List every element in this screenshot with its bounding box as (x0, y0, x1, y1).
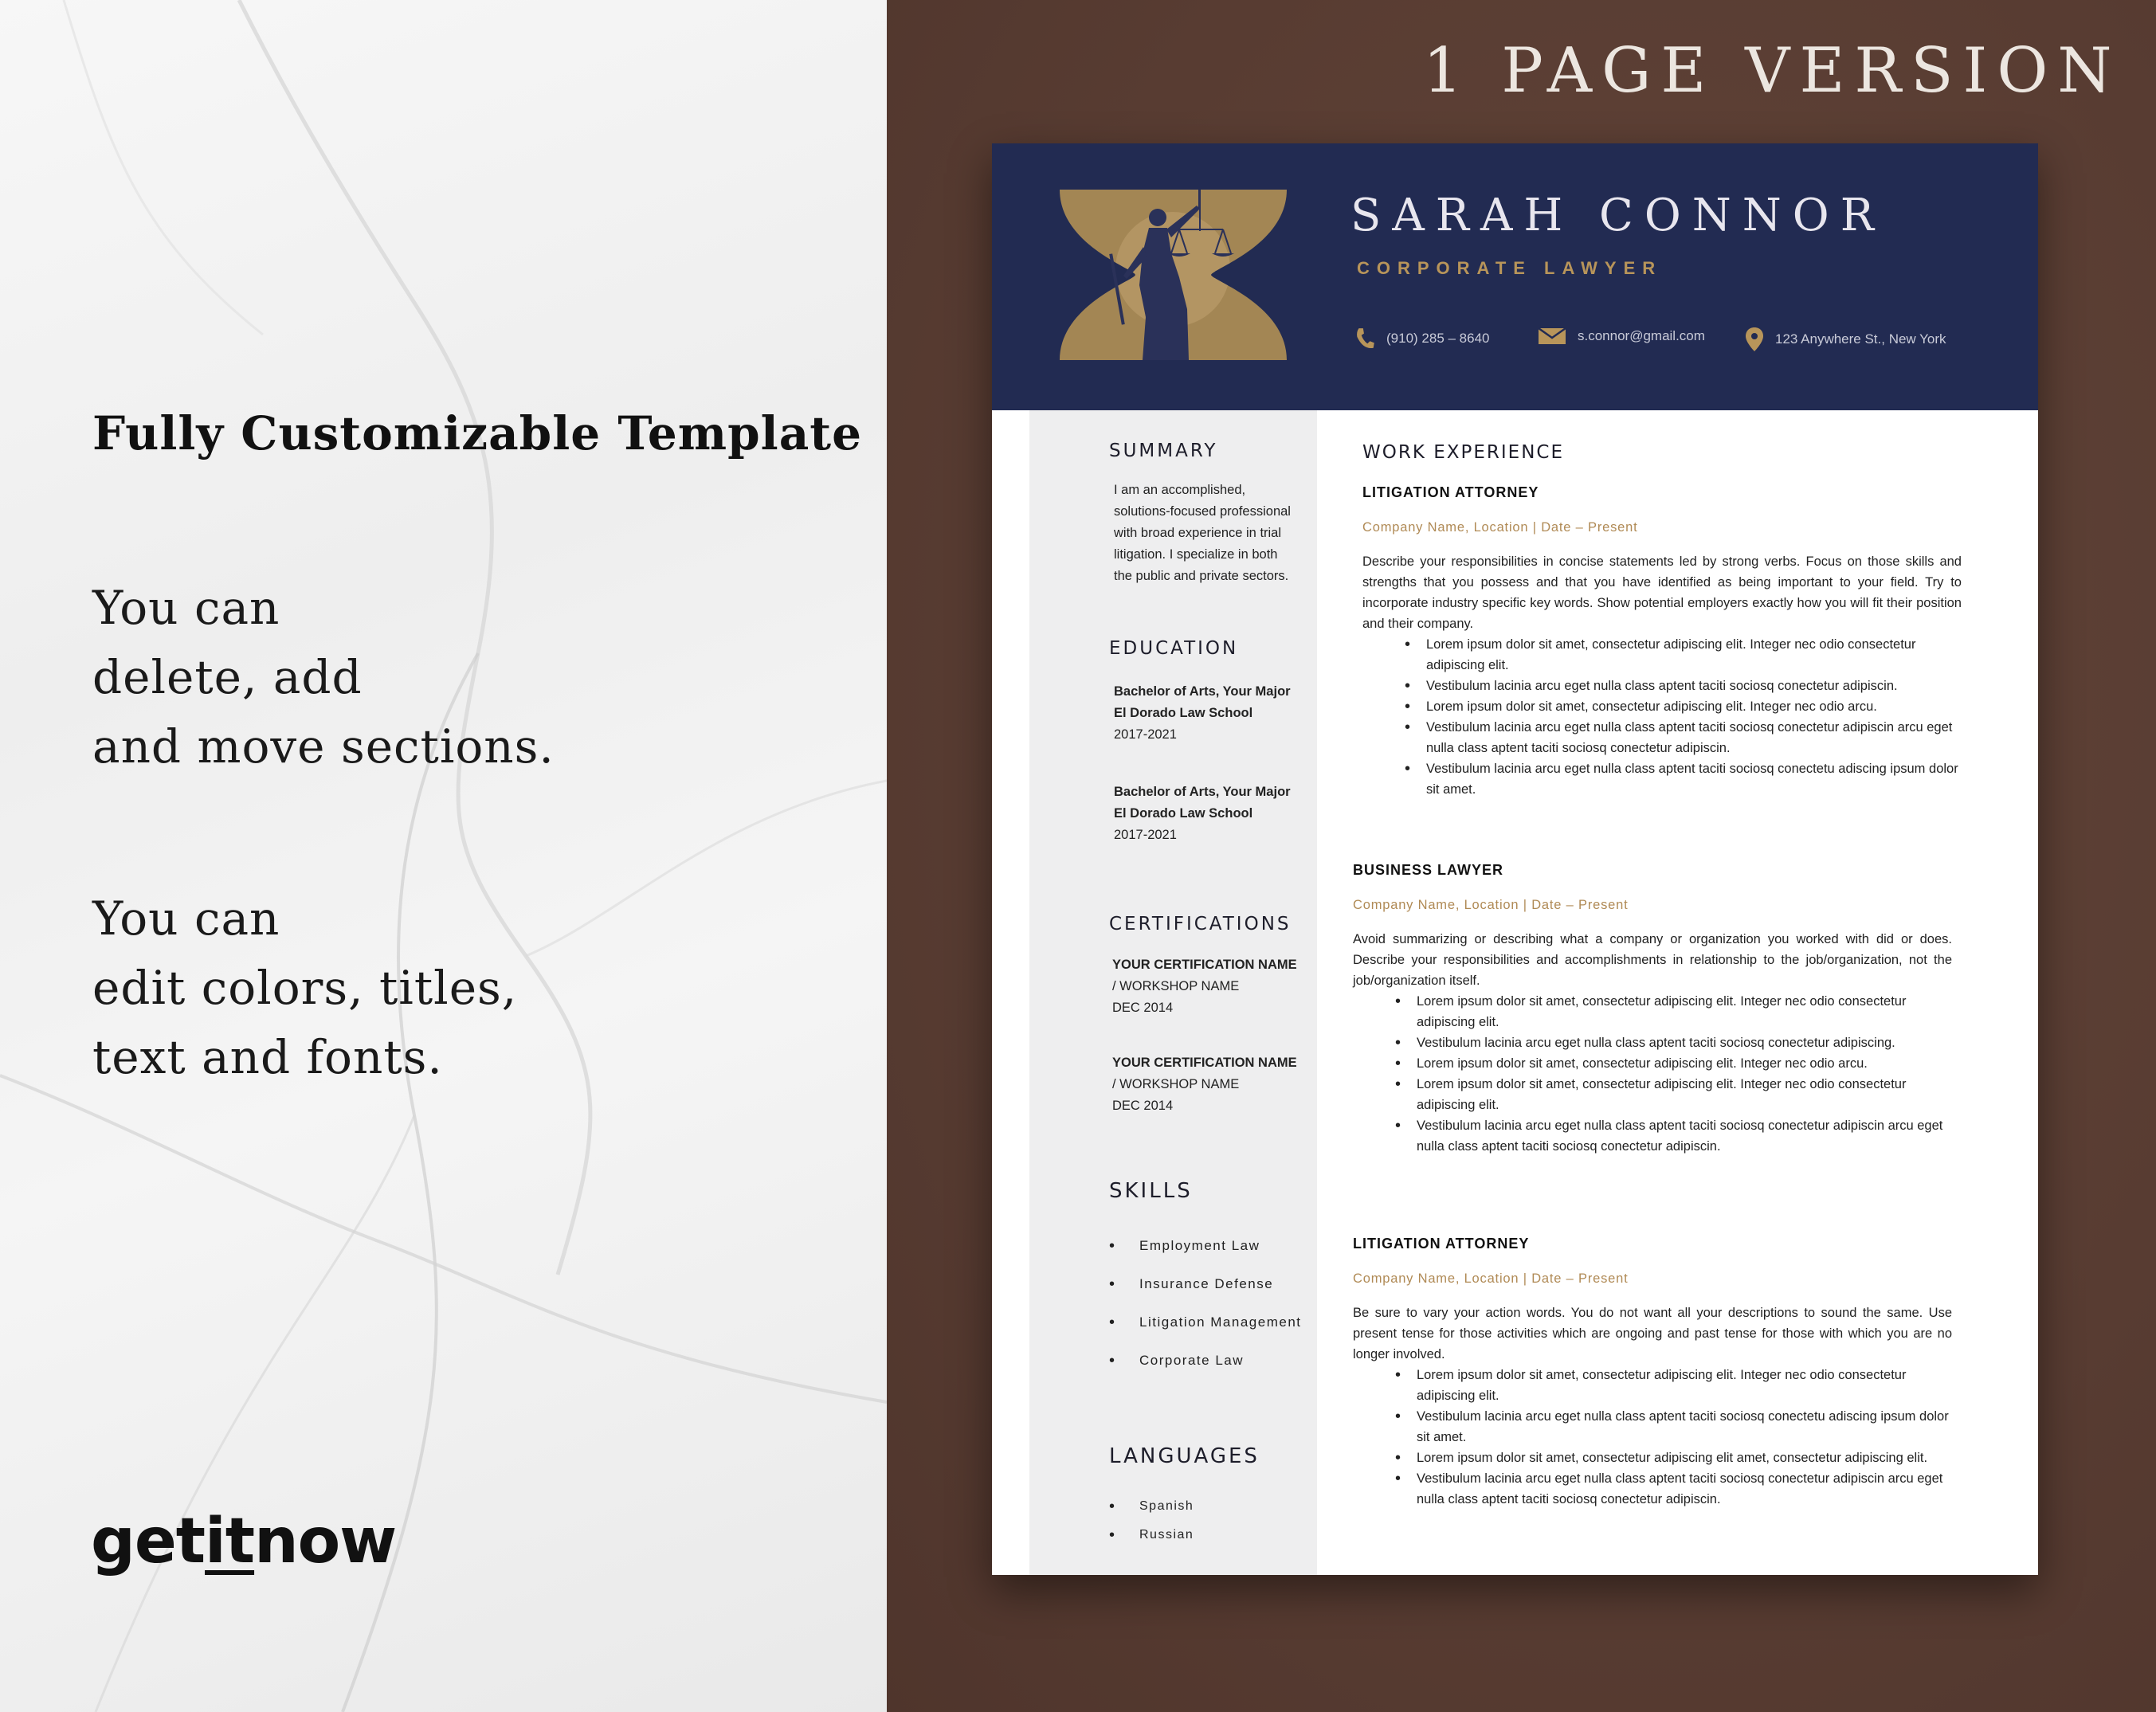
education-years: 2017-2021 (1114, 727, 1177, 742)
certification-workshop: / WORKSHOP NAME (1112, 979, 1240, 993)
phone-icon (1354, 327, 1375, 351)
summary-heading: SUMMARY (1109, 441, 1218, 461)
resume-sheet (992, 143, 2038, 1575)
skills-list (1109, 1227, 1302, 1380)
job-meta: Company Name, Location | Date – Present (1353, 1271, 1629, 1286)
summary-line: the public and private sectors. (1114, 569, 1289, 583)
job-title: LITIGATION ATTORNEY (1353, 1236, 1530, 1252)
job-entry (1353, 1236, 1982, 1510)
promo-title: Fully Customizable Template (92, 406, 862, 460)
location-pin-icon (1745, 327, 1764, 352)
certification-name: YOUR CERTIFICATION NAME (1112, 958, 1297, 972)
job-bullets (1353, 991, 1952, 1157)
job-bullet: • Vestibulum lacinia arcu eget nulla class aptent taciti sociosq conectetur adipiscin arcu eget nulla class aptent taciti sociosq conectetur adipiscin. (1353, 1115, 1952, 1157)
job-bullet: • Vestibulum lacinia arcu eget nulla class aptent taciti sociosq conectetur adipiscing. (1353, 1032, 1952, 1053)
job-title: LITIGATION ATTORNEY (1362, 484, 1539, 500)
languages-heading: LANGUAGES (1109, 1444, 1260, 1468)
education-degree: Bachelor of Arts, Your Major (1114, 684, 1291, 699)
job-bullet: • Lorem ipsum dolor sit amet, consectetur adipiscing elit amet, consectetur adipiscing elit. (1353, 1448, 1952, 1468)
job-entry (1362, 484, 1992, 800)
job-bullet: • Lorem ipsum dolor sit amet, consectetur adipiscing elit. Integer nec odio consectetur adipiscing elit. (1353, 1365, 1952, 1406)
job-bullet: • Lorem ipsum dolor sit amet, consectetur adipiscing elit. Integer nec odio consectetur adipiscing elit. (1353, 1074, 1952, 1115)
languages-list (1109, 1492, 1194, 1549)
brand-pre: get (91, 1506, 206, 1577)
job-bullets (1362, 634, 1962, 800)
promo-line: You can (92, 891, 280, 946)
contact-email-text: s.connor@gmail.com (1578, 328, 1705, 343)
job-meta: Company Name, Location | Date – Present (1353, 898, 1629, 912)
contact-phone-text: (910) 285 – 8640 (1386, 331, 1490, 346)
job-bullet: • Vestibulum lacinia arcu eget nulla class aptent taciti sociosq conectetu adiscing ipsum dolor sit amet. (1362, 758, 1962, 800)
summary-line: I am an accomplished, (1114, 483, 1246, 497)
job-entry (1353, 862, 1982, 1157)
envelope-icon (1538, 327, 1566, 346)
education-heading: EDUCATION (1109, 638, 1239, 659)
lady-justice-icon (1060, 190, 1287, 360)
certification-item (1112, 954, 1297, 1019)
job-meta: Company Name, Location | Date – Present (1362, 520, 1638, 535)
education-school: El Dorado Law School (1114, 806, 1253, 821)
education-degree: Bachelor of Arts, Your Major (1114, 785, 1291, 799)
promo-block-sections (92, 574, 555, 782)
certification-date: DEC 2014 (1112, 1099, 1174, 1113)
job-bullets (1353, 1365, 1952, 1510)
job-description: Describe your responsibilities in concise statements led by strong verbs. Focus on those skills and strengths that you possess and that you have identified as being important to your field. Try to incorporate industry specific key words. Show potential employers exactly how you will fit their position and their company. (1362, 554, 1962, 631)
brand-logo (91, 1506, 396, 1577)
job-description: Be sure to vary your action words. You do not want all your descriptions to sound the same. Use present tense for those activities which are ongoing and past tense for those with which you are no longer involved. (1353, 1306, 1952, 1361)
job-bullet: • Vestibulum lacinia arcu eget nulla class aptent taciti sociosq conectetur adipiscin arcu eget nulla class aptent taciti sociosq conectetur adipiscin. (1362, 717, 1962, 758)
summary-text (1114, 480, 1291, 587)
promo-block-colors (92, 884, 517, 1092)
contact-email (1538, 327, 1705, 346)
resume-header (992, 143, 2038, 410)
contact-address (1745, 327, 1946, 352)
job-title: BUSINESS LAWYER (1353, 862, 1504, 878)
skills-heading: SKILLS (1109, 1179, 1193, 1203)
contact-address-text: 123 Anywhere St., New York (1775, 331, 1946, 347)
promo-line: and move sections. (92, 719, 555, 774)
resume-sidebar (1029, 410, 1317, 1575)
certification-workshop: / WORKSHOP NAME (1112, 1077, 1240, 1091)
certifications-heading: CERTIFICATIONS (1109, 914, 1292, 934)
language-item: • Spanish (1109, 1492, 1194, 1521)
summary-line: solutions-focused professional (1114, 504, 1291, 519)
job-bullet: • Lorem ipsum dolor sit amet, consectetur adipiscing elit. Integer nec odio arcu. (1353, 1053, 1952, 1074)
marble-texture (0, 0, 887, 1712)
resume-name: SARAH CONNOR (1350, 190, 1885, 241)
skill-item: • Litigation Management (1109, 1303, 1302, 1342)
promo-line: You can (92, 581, 280, 635)
promo-line: text and fonts. (92, 1030, 443, 1084)
education-years: 2017-2021 (1114, 828, 1177, 842)
job-bullet: • Lorem ipsum dolor sit amet, consectetur adipiscing elit. Integer nec odio consectetur adipiscing elit. (1362, 634, 1962, 676)
brand-mid: it (205, 1506, 255, 1577)
skill-item: • Employment Law (1109, 1227, 1302, 1265)
job-bullet: • Vestibulum lacinia arcu eget nulla class aptent taciti sociosq conectetur adipiscin. (1362, 676, 1962, 696)
language-item: • Russian (1109, 1521, 1194, 1549)
contact-phone (1354, 327, 1490, 351)
marble-panel (0, 0, 887, 1712)
summary-line: with broad experience in trial (1114, 526, 1282, 540)
education-school: El Dorado Law School (1114, 706, 1253, 720)
job-bullet: • Lorem ipsum dolor sit amet, consectetur adipiscing elit. Integer nec odio consectetur adipiscing elit. (1353, 991, 1952, 1032)
promo-line: edit colors, titles, (92, 961, 518, 1015)
education-item (1114, 782, 1291, 846)
job-bullet: • Vestibulum lacinia arcu eget nulla class aptent taciti sociosq conectetu adiscing ipsum dolor sit amet. (1353, 1406, 1952, 1448)
resume-role: CORPORATE LAWYER (1357, 258, 1663, 278)
skill-item: • Corporate Law (1109, 1342, 1302, 1380)
skill-item: • Insurance Defense (1109, 1265, 1302, 1303)
job-bullet: • Lorem ipsum dolor sit amet, consectetur adipiscing elit. Integer nec odio arcu. (1362, 696, 1962, 717)
job-bullet: • Vestibulum lacinia arcu eget nulla class aptent taciti sociosq conectetur adipiscin arcu eget nulla class aptent taciti sociosq conectetur adipiscin. (1353, 1468, 1952, 1510)
certification-name: YOUR CERTIFICATION NAME (1112, 1056, 1297, 1070)
certification-item (1112, 1052, 1297, 1117)
job-description: Avoid summarizing or describing what a company or organization you worked with did or does. Describe your responsibilities and accomplishments in relationship to the job/organization, not the job/organization itself. (1353, 932, 1952, 988)
education-item (1114, 681, 1291, 746)
brand-post: now (254, 1506, 397, 1577)
certification-date: DEC 2014 (1112, 1001, 1174, 1015)
summary-line: litigation. I specialize in both (1114, 547, 1278, 562)
work-experience-heading: WORK EXPERIENCE (1362, 442, 1565, 463)
promo-line: delete, add (92, 650, 363, 704)
version-label: 1 PAGE VERSION (1423, 35, 2122, 107)
